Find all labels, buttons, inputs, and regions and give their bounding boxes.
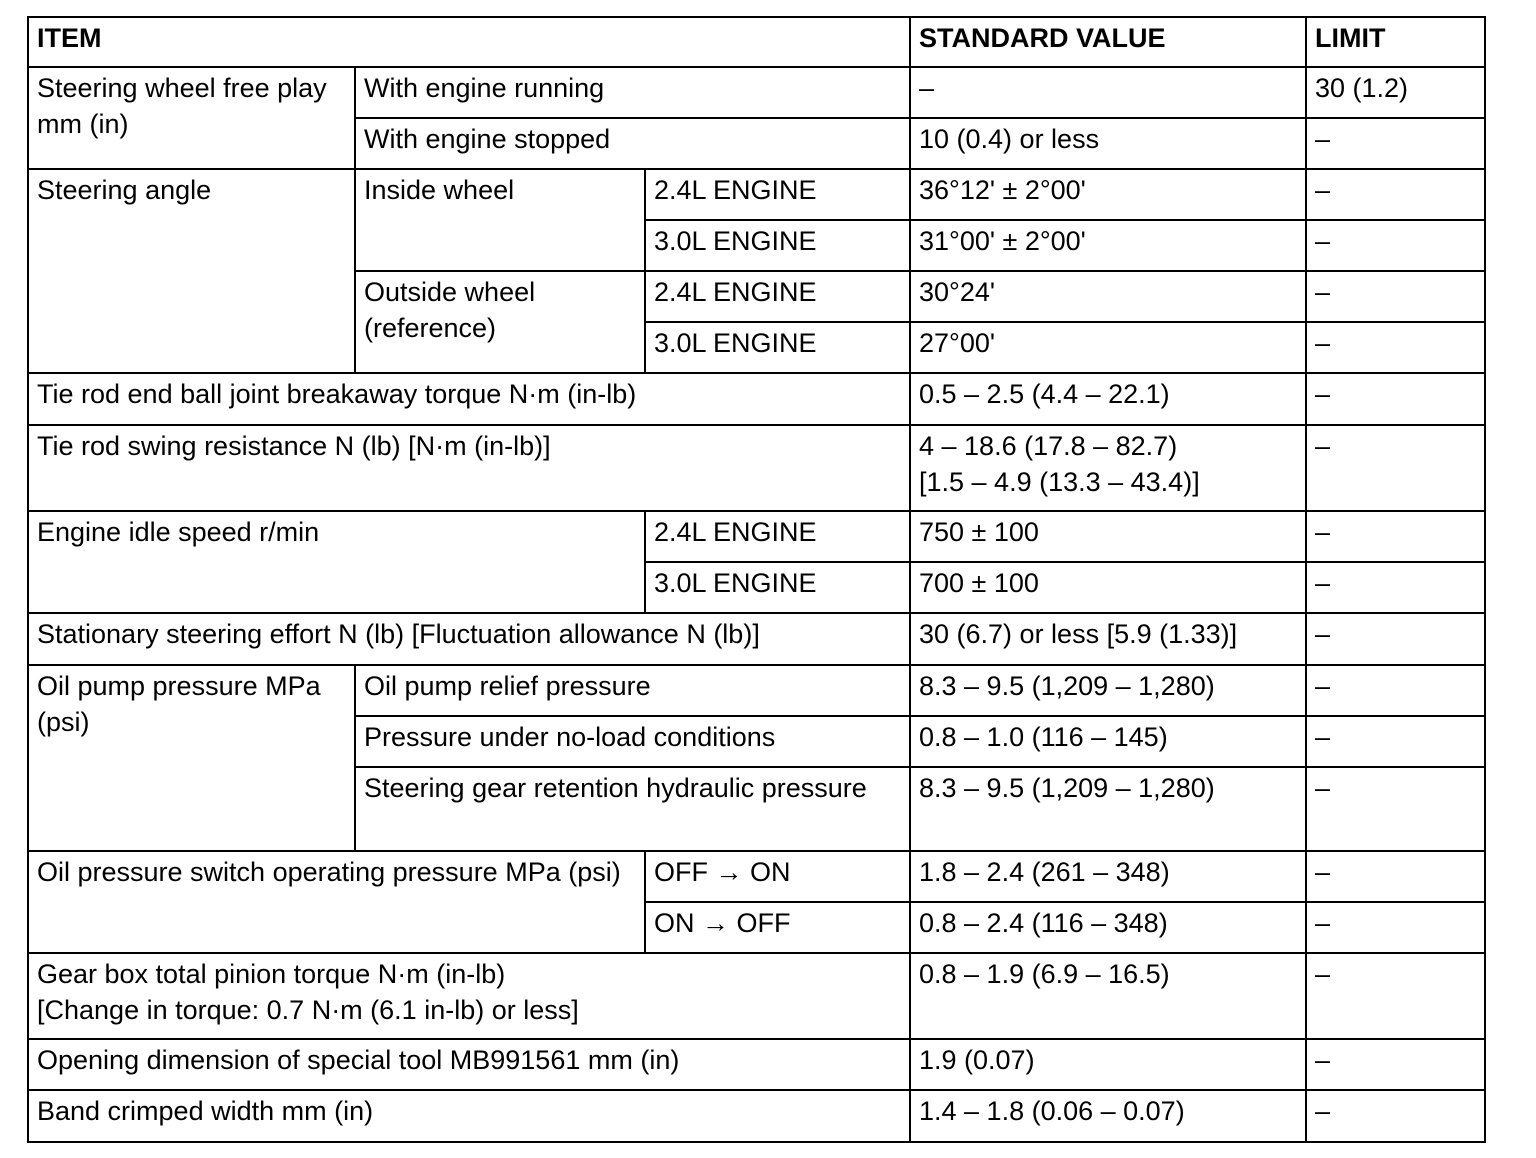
engine-cell: 2.4L ENGINE bbox=[645, 169, 910, 220]
limit-cell: – bbox=[1306, 613, 1485, 665]
limit-cell: – bbox=[1306, 1039, 1485, 1090]
limit-cell: – bbox=[1306, 562, 1485, 613]
engine-cell: 2.4L ENGINE bbox=[645, 511, 910, 562]
standard-value-cell: 36°12' ± 2°00' bbox=[910, 169, 1306, 220]
standard-value-cell: 0.5 – 2.5 (4.4 – 22.1) bbox=[910, 373, 1306, 425]
engine-cell: 3.0L ENGINE bbox=[645, 562, 910, 613]
table-row bbox=[28, 169, 1485, 220]
item-line: Gear box total pinion torque N·m (in-lb) bbox=[37, 959, 506, 989]
sub-item-cell: Inside wheel bbox=[355, 169, 645, 271]
table-row bbox=[28, 953, 1485, 1039]
limit-cell: – bbox=[1306, 716, 1485, 767]
sub-item-cell: Outside wheel (reference) bbox=[355, 271, 645, 373]
standard-value-cell: 1.4 – 1.8 (0.06 – 0.07) bbox=[910, 1090, 1306, 1142]
limit-cell: – bbox=[1306, 220, 1485, 271]
standard-value-cell bbox=[910, 425, 1306, 511]
standard-value-cell: 31°00' ± 2°00' bbox=[910, 220, 1306, 271]
sub-item-cell: With engine running bbox=[355, 67, 910, 118]
item-cell bbox=[28, 953, 910, 1039]
standard-value-cell: 10 (0.4) or less bbox=[910, 118, 1306, 169]
item-cell: Oil pump pressure MPa (psi) bbox=[28, 665, 355, 851]
standard-value-line: 4 – 18.6 (17.8 – 82.7) bbox=[919, 431, 1178, 461]
standard-value-cell: 1.8 – 2.4 (261 – 348) bbox=[910, 851, 1306, 902]
limit-cell: – bbox=[1306, 511, 1485, 562]
sub-item-cell: With engine stopped bbox=[355, 118, 910, 169]
table-row bbox=[28, 613, 1485, 665]
limit-cell: – bbox=[1306, 271, 1485, 322]
item-cell: Tie rod swing resistance N (lb) [N·m (in-lb)] bbox=[28, 425, 910, 511]
standard-value-cell: – bbox=[910, 67, 1306, 118]
table-row bbox=[28, 425, 1485, 511]
standard-value-cell: 0.8 – 2.4 (116 – 348) bbox=[910, 902, 1306, 953]
header-item: ITEM bbox=[28, 17, 910, 67]
header-row bbox=[28, 17, 1485, 67]
standard-value-cell: 27°00' bbox=[910, 322, 1306, 373]
standard-value-cell: 750 ± 100 bbox=[910, 511, 1306, 562]
engine-cell: 2.4L ENGINE bbox=[645, 271, 910, 322]
item-cell: Steering angle bbox=[28, 169, 355, 373]
limit-cell: – bbox=[1306, 767, 1485, 851]
standard-value-cell: 1.9 (0.07) bbox=[910, 1039, 1306, 1090]
limit-cell: – bbox=[1306, 851, 1485, 902]
limit-cell: – bbox=[1306, 665, 1485, 716]
item-cell: Oil pressure switch operating pressure MPa (psi) bbox=[28, 851, 645, 953]
sub-item-cell: Pressure under no-load conditions bbox=[355, 716, 910, 767]
sub-item-cell: Oil pump relief pressure bbox=[355, 665, 910, 716]
limit-cell: – bbox=[1306, 118, 1485, 169]
table-row bbox=[28, 1039, 1485, 1090]
table-row bbox=[28, 851, 1485, 902]
standard-value-cell: 30 (6.7) or less [5.9 (1.33)] bbox=[910, 613, 1306, 665]
item-cell: Tie rod end ball joint breakaway torque N·m (in-lb) bbox=[28, 373, 910, 425]
limit-cell: – bbox=[1306, 953, 1485, 1039]
limit-cell: – bbox=[1306, 425, 1485, 511]
switch-state-cell: OFF → ON bbox=[645, 851, 910, 902]
table-row bbox=[28, 373, 1485, 425]
limit-cell: – bbox=[1306, 373, 1485, 425]
standard-value-cell: 0.8 – 1.9 (6.9 – 16.5) bbox=[910, 953, 1306, 1039]
standard-value-cell: 0.8 – 1.0 (116 – 145) bbox=[910, 716, 1306, 767]
limit-cell: – bbox=[1306, 322, 1485, 373]
item-cell: Engine idle speed r/min bbox=[28, 511, 645, 613]
header-limit: LIMIT bbox=[1306, 17, 1485, 67]
sub-item-cell: Steering gear retention hydraulic pressure bbox=[355, 767, 910, 851]
standard-value-line: [1.5 – 4.9 (13.3 – 43.4)] bbox=[919, 467, 1200, 497]
header-standard-value: STANDARD VALUE bbox=[910, 17, 1306, 67]
engine-cell: 3.0L ENGINE bbox=[645, 220, 910, 271]
item-cell: Band crimped width mm (in) bbox=[28, 1090, 910, 1142]
limit-cell: – bbox=[1306, 902, 1485, 953]
table-row bbox=[28, 67, 1485, 118]
limit-cell: – bbox=[1306, 1090, 1485, 1142]
item-cell: Steering wheel free play mm (in) bbox=[28, 67, 355, 169]
limit-cell: – bbox=[1306, 169, 1485, 220]
standard-value-cell: 8.3 – 9.5 (1,209 – 1,280) bbox=[910, 767, 1306, 851]
switch-state-cell: ON → OFF bbox=[645, 902, 910, 953]
item-cell: Opening dimension of special tool MB991561 mm (in) bbox=[28, 1039, 910, 1090]
table-row bbox=[28, 1090, 1485, 1142]
item-cell: Stationary steering effort N (lb) [Fluctuation allowance N (lb)] bbox=[28, 613, 910, 665]
specification-table bbox=[27, 16, 1486, 1143]
item-line: [Change in torque: 0.7 N·m (6.1 in-lb) or less] bbox=[37, 995, 579, 1025]
table-row bbox=[28, 511, 1485, 562]
standard-value-cell: 8.3 – 9.5 (1,209 – 1,280) bbox=[910, 665, 1306, 716]
limit-cell: 30 (1.2) bbox=[1306, 67, 1485, 118]
table-row bbox=[28, 665, 1485, 716]
standard-value-cell: 700 ± 100 bbox=[910, 562, 1306, 613]
standard-value-cell: 30°24' bbox=[910, 271, 1306, 322]
engine-cell: 3.0L ENGINE bbox=[645, 322, 910, 373]
